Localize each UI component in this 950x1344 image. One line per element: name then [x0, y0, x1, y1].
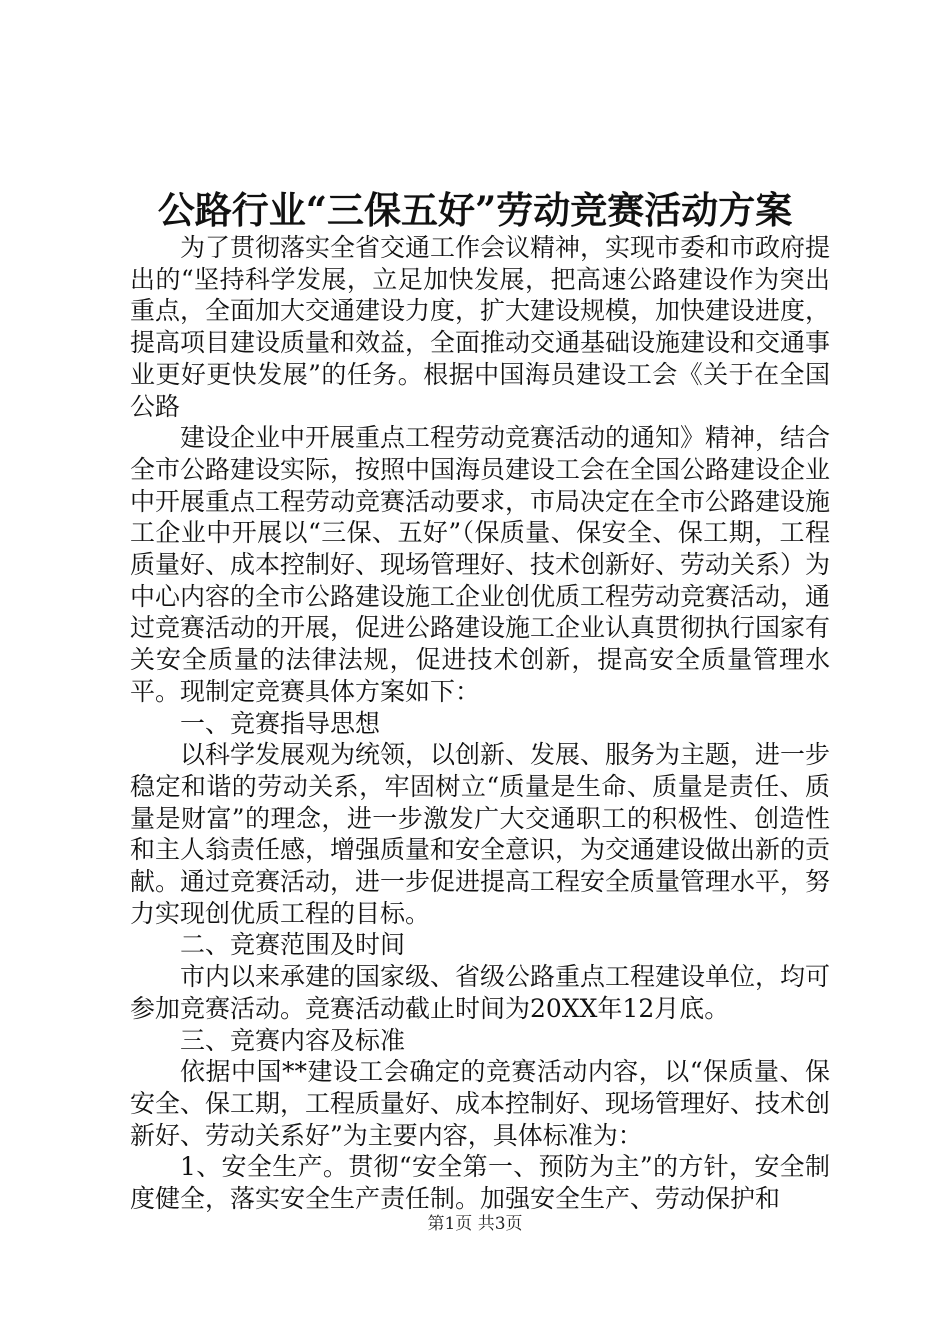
section-heading-content-and-standards: 三、竞赛内容及标准: [180, 1025, 406, 1055]
document-body: [130, 232, 830, 1215]
document-title: 公路行业“三保五好”劳动竞赛活动方案: [157, 188, 793, 232]
paragraph-content-and-standards: 依据中国**建设工会确定的竞赛活动内容，以“保质量、保安全、保工期，工程质量好、成本控制好、现场管理好、技术创新好、劳动关系好”为主要内容，具体标准为：: [130, 1057, 831, 1150]
paragraph-guiding-ideology: 以科学发展观为统领，以创新、发展、服务为主题，进一步稳定和谐的劳动关系，牢固树立“质量是生命、质量是责任、质量是财富”的理念，进一步激发广大交通职工的积极性、创造性和主人翁责任感，增强质量和安全意识，为交通建设做出新的贡献。通过竞赛活动，进一步促进提高工程安全质量管理水平，努力实现创优质工程的目标。: [130, 740, 831, 928]
section-heading-guiding-ideology: 一、竞赛指导思想: [180, 708, 381, 738]
paragraph-scope-and-time: 市内以来承建的国家级、省级公路重点工程建设单位，均可参加竞赛活动。竞赛活动截止时间为20XX年12月底。: [130, 962, 831, 1023]
paragraph-intro: 为了贯彻落实全省交通工作会议精神，实现市委和市政府提出的“坚持科学发展，立足加快发展，把高速公路建设作为突出重点，全面加大交通建设力度，扩大建设规模，加快建设进度，提高项目建设质量和效益，全面推动交通基础设施建设和交通事业更好更快发展”的任务。根据中国海员建设工会《关于在全国公路: [130, 233, 831, 421]
paragraph-notice: 建设企业中开展重点工程劳动竞赛活动的通知》精神，结合全市公路建设实际，按照中国海员建设工会在全国公路建设企业中开展重点工程劳动竞赛活动要求，市局决定在全市公路建设施工企业中开展以“三保、五好”（保质量、保安全、保工期，工程质量好、成本控制好、现场管理好、技术创新好、劳动关系）为中心内容的全市公路建设施工企业创优质工程劳动竞赛活动，通过竞赛活动的开展，促进公路建设施工企业认真贯彻执行国家有关安全质量的法律法规，促进技术创新，提高安全质量管理水平。现制定竞赛具体方案如下：: [130, 423, 831, 706]
paragraph-safety-production: 1、安全生产。贯彻“安全第一、预防为主”的方针，安全制度健全，落实安全生产责任制。加强安全生产、劳动保护和: [130, 1152, 830, 1214]
page-number-footer: 第1页 共3页: [427, 1214, 523, 1234]
section-heading-scope-and-time: 二、竞赛范围及时间: [180, 930, 406, 960]
